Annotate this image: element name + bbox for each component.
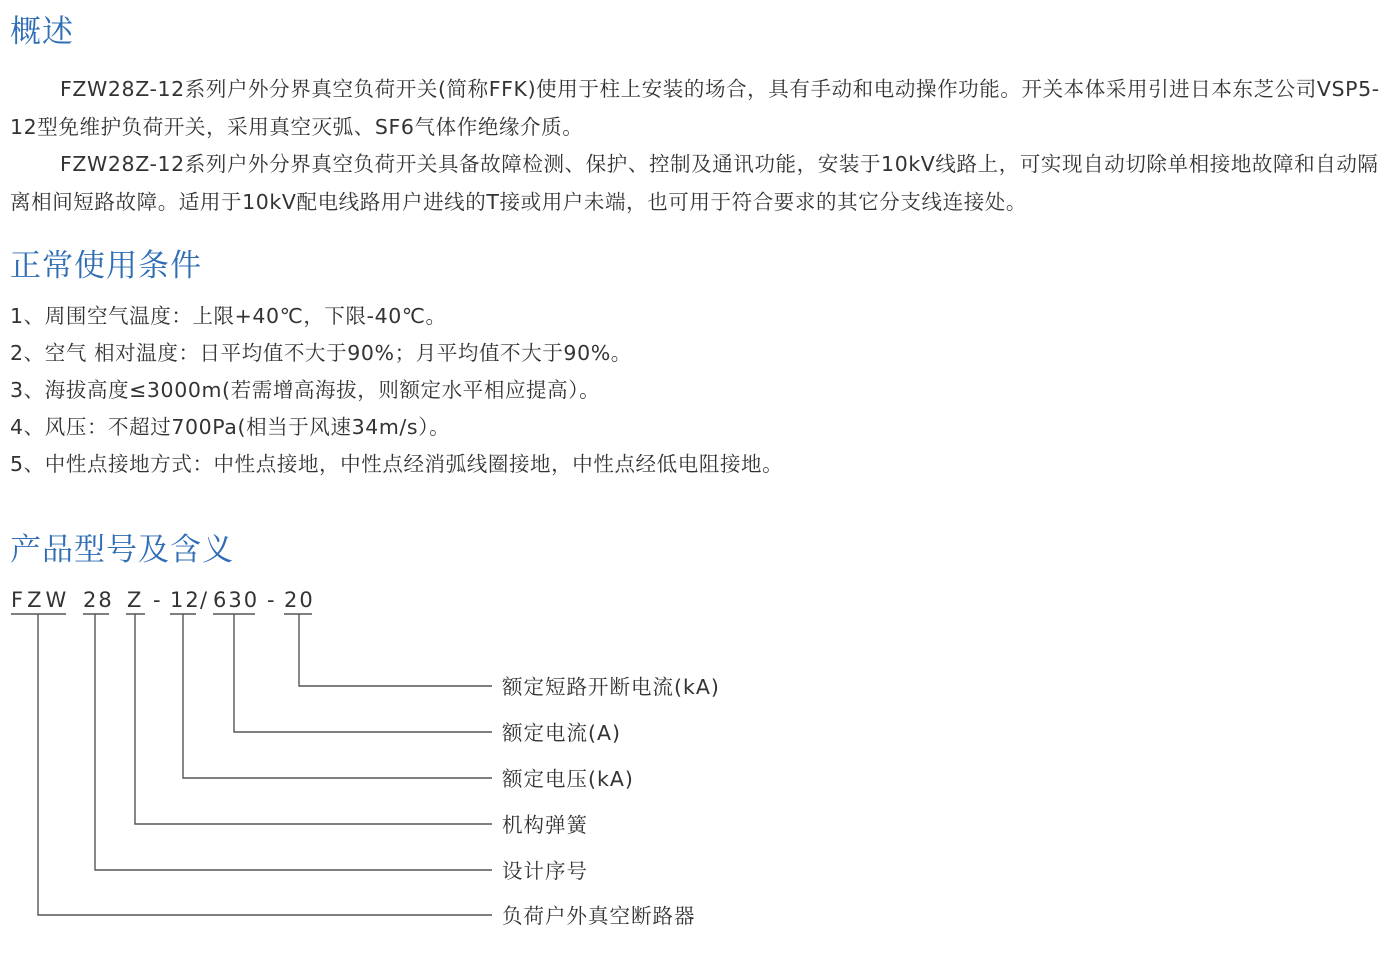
code-segment-voltage: 12 bbox=[170, 588, 201, 612]
code-separator-dash-2: - bbox=[267, 588, 275, 612]
connector-breaking-current bbox=[299, 614, 492, 686]
code-separator-slash: / bbox=[200, 588, 208, 612]
meaning-spring-mechanism: 机构弹簧 bbox=[502, 813, 588, 837]
conditions-heading: 正常使用条件 bbox=[10, 248, 202, 284]
meaning-rated-short-circuit-breaking-current: 额定短路开断电流(kA) bbox=[502, 675, 720, 699]
code-segment-design-number: 28 bbox=[83, 588, 114, 612]
model-heading: 产品型号及含义 bbox=[10, 532, 234, 568]
condition-item-temperature: 1、周围空气温度：上限+40℃，下限-40℃。 bbox=[10, 304, 447, 328]
meaning-design-number: 设计序号 bbox=[502, 859, 588, 883]
code-segment-mechanism: Z bbox=[127, 588, 144, 612]
overview-paragraph-1: FZW28Z-12系列户外分界真空负荷开关(简称FFK)使用于柱上安装的场合，具有手动和电动操作功能。开关本体采用引进日本东芝公司VSP5-12型免维护负荷开关，采用真空灭弧、SF6气体作绝缘介质。 bbox=[10, 77, 1380, 139]
condition-item-humidity: 2、空气 相对温度：日平均值不大于90%；月平均值不大于90%。 bbox=[10, 341, 632, 365]
meaning-rated-voltage: 额定电压(kA) bbox=[502, 767, 634, 791]
connector-current bbox=[234, 614, 492, 732]
connector-mechanism bbox=[135, 614, 492, 824]
code-segment-current: 630 bbox=[213, 588, 260, 612]
condition-item-altitude: 3、海拔高度≤3000m(若需增高海拔，则额定水平相应提高）。 bbox=[10, 378, 601, 402]
code-separator-dash-1: - bbox=[153, 588, 161, 612]
connector-voltage bbox=[183, 614, 492, 778]
code-segment-breaking-current: 20 bbox=[284, 588, 315, 612]
meaning-load-outdoor-vacuum-breaker: 负荷户外真空断路器 bbox=[502, 904, 696, 928]
condition-item-neutral-grounding: 5、中性点接地方式：中性点接地，中性点经消弧线圈接地，中性点经低电阻接地。 bbox=[10, 452, 784, 476]
connector-design-number bbox=[95, 614, 492, 870]
code-segment-fzw: FZW bbox=[11, 588, 71, 612]
overview-heading: 概述 bbox=[10, 14, 74, 50]
meaning-rated-current: 额定电流(A) bbox=[502, 721, 622, 745]
condition-item-wind-pressure: 4、风压：不超过700Pa(相当于风速34m/s）。 bbox=[10, 415, 451, 439]
overview-paragraph-2: FZW28Z-12系列户外分界真空负荷开关具备故障检测、保护、控制及通讯功能，安装于10kV线路上，可实现自动切除单相接地故障和自动隔离相间短路故障。适用于10kV配电线路用户进线的T接或用户未端，也可用于符合要求的其它分支线连接处。 bbox=[10, 152, 1379, 214]
